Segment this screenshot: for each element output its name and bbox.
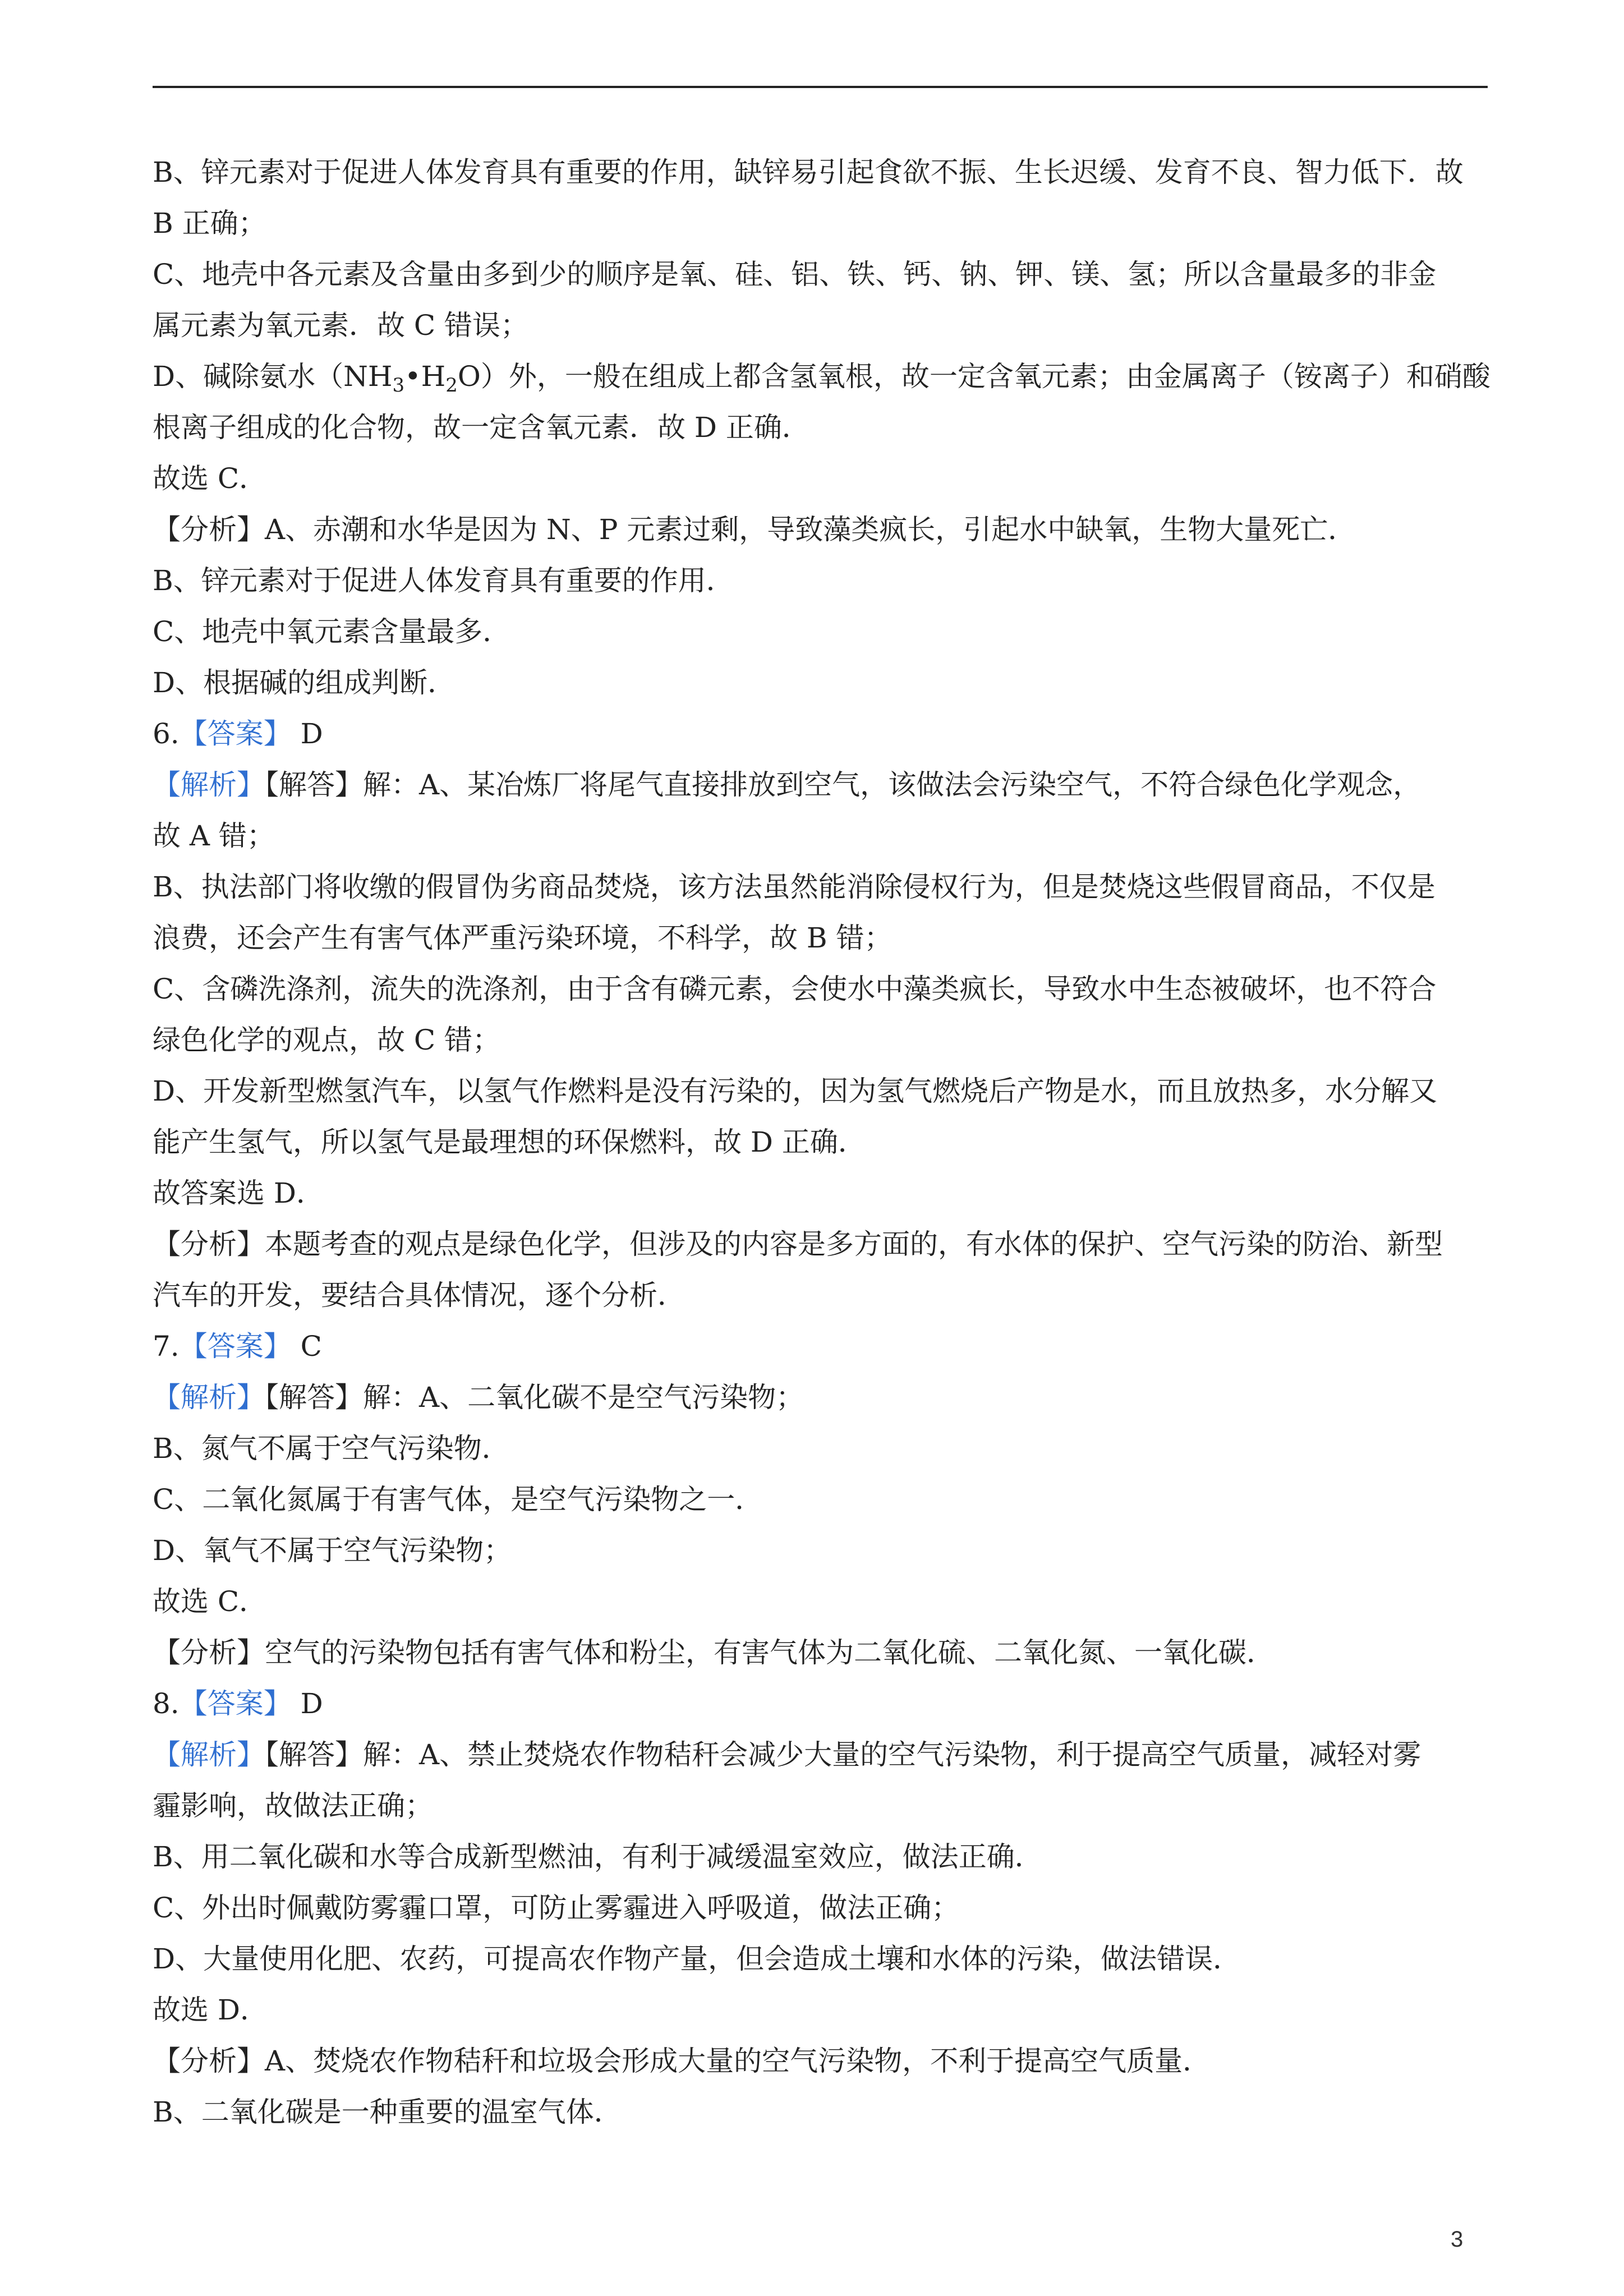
text-line: 根离子组成的化合物，故一定含氧元素．故 D 正确． — [153, 411, 810, 444]
text-line: 属元素为氧元素．故 C 错误； — [153, 309, 529, 342]
text-line: 故 A 错； — [153, 820, 275, 852]
text-line: C、地壳中各元素及含量由多到少的顺序是氧、硅、铝、铁、钙、钠、钾、镁、氢；所以含量最多的非金 — [153, 258, 1437, 291]
subscript: 2 — [445, 374, 458, 397]
text-line: B、氮气不属于空气污染物． — [153, 1432, 510, 1465]
text-line: 汽车的开发，要结合具体情况，逐个分析． — [153, 1279, 686, 1312]
text-segment: O）外，一般在组成上都含氢氧根，故一定含氧元素；由金属离子（铵离子）和硝酸 — [457, 360, 1490, 393]
text-line: 【分析】A、焚烧农作物秸秆和垃圾会形成大量的空气污染物，不利于提高空气质量． — [153, 2045, 1211, 2077]
text-line: 故选 C． — [153, 462, 268, 495]
question-number: 8. — [153, 1687, 180, 1720]
answer-value: D — [291, 717, 323, 750]
text-line: D、开发新型燃氢汽车，以氢气作燃料是没有污染的，因为氢气燃烧后产物是水，而且放热多，水分解又 — [153, 1075, 1438, 1107]
text-line: 【分析】本题考查的观点是绿色化学，但涉及的内容是多方面的，有水体的保护、空气污染的防治、新型 — [153, 1228, 1443, 1260]
text-line: 故选 D． — [153, 1994, 268, 2026]
text-line: D、大量使用化肥、农药，可提高农作物产量，但会造成土壤和水体的污染，做法错误． — [153, 1943, 1241, 1975]
analysis-line — [153, 1729, 1488, 1780]
answer-line-q7 — [153, 1321, 1488, 1372]
text-line: B、锌元素对于促进人体发育具有重要的作用． — [153, 564, 734, 597]
text-line: 故选 C． — [153, 1585, 268, 1618]
text-line: B、二氧化碳是一种重要的温室气体． — [153, 2096, 622, 2128]
text-segment: D、碱除氨水（NH — [153, 360, 393, 393]
answer-line-q6 — [153, 708, 1488, 760]
subscript: 3 — [392, 374, 405, 397]
text-line: 绿色化学的观点，故 C 错； — [153, 1024, 501, 1056]
text-line: B、用二氧化碳和水等合成新型燃油，有利于减缓温室效应，做法正确． — [153, 1841, 1043, 1873]
analysis-line — [153, 1372, 1488, 1423]
text-segment: 解：A、某冶炼厂将尾气直接排放到空气，该做法会污染空气，不符合绿色化学观念， — [363, 769, 1421, 801]
text-line: 浪费，还会产生有害气体严重污染环境，不科学，故 B 错； — [153, 922, 892, 954]
answer-tag: 【答案】 — [179, 1330, 292, 1363]
text-line: 能产生氢气，所以氢气是最理想的环保燃料，故 D 正确． — [153, 1126, 866, 1158]
text-line: 霾影响，故做法正确； — [153, 1789, 433, 1822]
text-line: B、执法部门将收缴的假冒伪劣商品焚烧，该方法虽然能消除侵权行为，但是焚烧这些假冒商品，不仅是 — [153, 871, 1436, 903]
analysis-tag: 【解析】 — [153, 1381, 265, 1414]
analysis-line — [153, 760, 1488, 811]
document-body — [153, 147, 1488, 2138]
text-line-formula — [153, 351, 1488, 402]
answer-value: D — [291, 1687, 323, 1720]
text-segment: •H — [404, 360, 446, 393]
text-line: 故答案选 D． — [153, 1177, 324, 1209]
solution-tag: 【解答】 — [265, 1381, 363, 1414]
text-line: C、地壳中氧元素含量最多． — [153, 615, 511, 648]
text-segment: 解：A、二氧化碳不是空气污染物； — [363, 1381, 804, 1414]
answer-tag: 【答案】 — [179, 717, 292, 750]
page-number: 3 — [1451, 2227, 1464, 2252]
text-line: 【分析】A、赤潮和水华是因为 N、P 元素过剩，导致藻类疯长，引起水中缺氧，生物大量死亡． — [153, 513, 1356, 546]
question-number: 7. — [153, 1330, 180, 1363]
text-line: C、二氧化氮属于有害气体，是空气污染物之一． — [153, 1483, 763, 1516]
text-line: D、氧气不属于空气污染物； — [153, 1534, 512, 1567]
text-line: C、外出时佩戴防雾霾口罩，可防止雾霾进入呼吸道，做法正确； — [153, 1892, 960, 1924]
text-line: C、含磷洗涤剂，流失的洗涤剂，由于含有磷元素，会使水中藻类疯长，导致水中生态被破坏，也不符合 — [153, 973, 1437, 1005]
text-line: D、根据碱的组成判断． — [153, 666, 456, 699]
text-segment: 解：A、禁止焚烧农作物秸秆会减少大量的空气污染物，利于提高空气质量，减轻对雾 — [363, 1738, 1421, 1771]
text-line: B、锌元素对于促进人体发育具有重要的作用，缺锌易引起食欲不振、生长迟缓、发育不良、智力低下．故 — [153, 156, 1464, 188]
answer-value: C — [291, 1330, 322, 1363]
solution-tag: 【解答】 — [265, 769, 363, 801]
question-number: 6. — [153, 717, 180, 750]
text-line: 【分析】空气的污染物包括有害气体和粉尘，有害气体为二氧化硫、二氧化氮、一氧化碳． — [153, 1636, 1275, 1669]
text-line: B 正确； — [153, 207, 266, 240]
answer-line-q8 — [153, 1678, 1488, 1729]
answer-tag: 【答案】 — [179, 1687, 292, 1720]
header-rule — [153, 86, 1488, 88]
analysis-tag: 【解析】 — [153, 1738, 265, 1771]
solution-tag: 【解答】 — [265, 1738, 363, 1771]
analysis-tag: 【解析】 — [153, 769, 265, 801]
